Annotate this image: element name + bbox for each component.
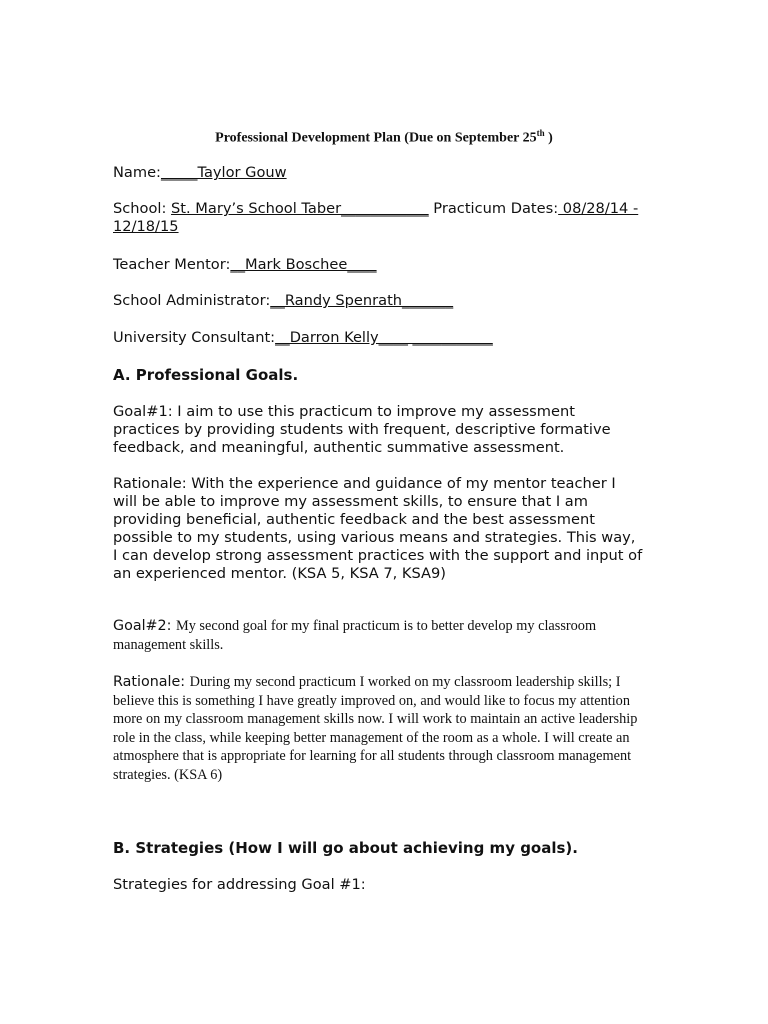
title-superscript: th: [536, 128, 545, 138]
mentor-label: Teacher Mentor:: [113, 256, 231, 273]
name-line: [113, 164, 287, 182]
school-label: School:: [113, 200, 172, 217]
rationale-2-paragraph: [113, 673, 653, 784]
document-title: Professional Development Plan (Due on September 25th ): [215, 128, 553, 146]
name-value: _____Taylor Gouw: [160, 164, 287, 181]
school-value: St. Mary’s School Taber____________: [171, 200, 429, 217]
administrator-label: School Administrator:: [113, 292, 271, 309]
administrator-value: __Randy Spenrath_______: [270, 292, 454, 309]
name-label: Name:: [113, 164, 161, 181]
section-b-heading: B. Strategies (How I will go about achieving my goals).: [113, 839, 578, 857]
practicum-dates-line-2: [113, 218, 179, 236]
rationale-1-paragraph: Rationale: With the experience and guidance of my mentor teacher I will be able to improve my assessment skills, to ensure that I am providing beneficial, authentic feedback and the best assessment possible to my students, using various means and strategies. This way, I can develop strong assessment practices with the support and input of an experienced mentor. (KSA 5, KSA 7, KSA9): [113, 475, 643, 582]
mentor-value: __Mark Boschee____: [230, 256, 377, 273]
goal-1-paragraph: Goal#1: I aim to use this practicum to improve my assessment practices by providing students with frequent, descriptive formative feedback, and meaningful, authentic summative assessment.: [113, 403, 611, 456]
practicum-dates-value: 08/28/14 -: [558, 200, 639, 217]
mentor-line: [113, 256, 377, 274]
consultant-label: University Consultant:: [113, 329, 276, 346]
practicum-dates-label: Practicum Dates:: [428, 200, 559, 217]
administrator-line: [113, 292, 453, 310]
consultant-value: __Darron Kelly____ ___________: [275, 329, 493, 346]
goal-2-label: Goal#2:: [113, 618, 176, 634]
rationale-2-text: During my second practicum I worked on my classroom leadership skills; I believe this is something I have greatly improved on, and would like to focus my attention more on my classroom management skills now. I will work to maintain an active leadership role in the class, while keeping better management of the room as a whole. I will create an atmosphere that is appropriate for learning for all students through classroom management strategies. (KSA 6): [113, 674, 638, 783]
practicum-dates-end: 12/18/15: [113, 218, 179, 235]
school-line: [113, 200, 638, 218]
goal-2-paragraph: [113, 617, 633, 654]
strategies-goal-1-heading: Strategies for addressing Goal #1:: [113, 876, 366, 893]
rationale-2-label: Rationale:: [113, 674, 190, 690]
consultant-line: [113, 329, 493, 347]
section-a-heading: A. Professional Goals.: [113, 366, 299, 384]
goal-2-text: My second goal for my final practicum is to better develop my classroom management skills.: [113, 618, 597, 653]
